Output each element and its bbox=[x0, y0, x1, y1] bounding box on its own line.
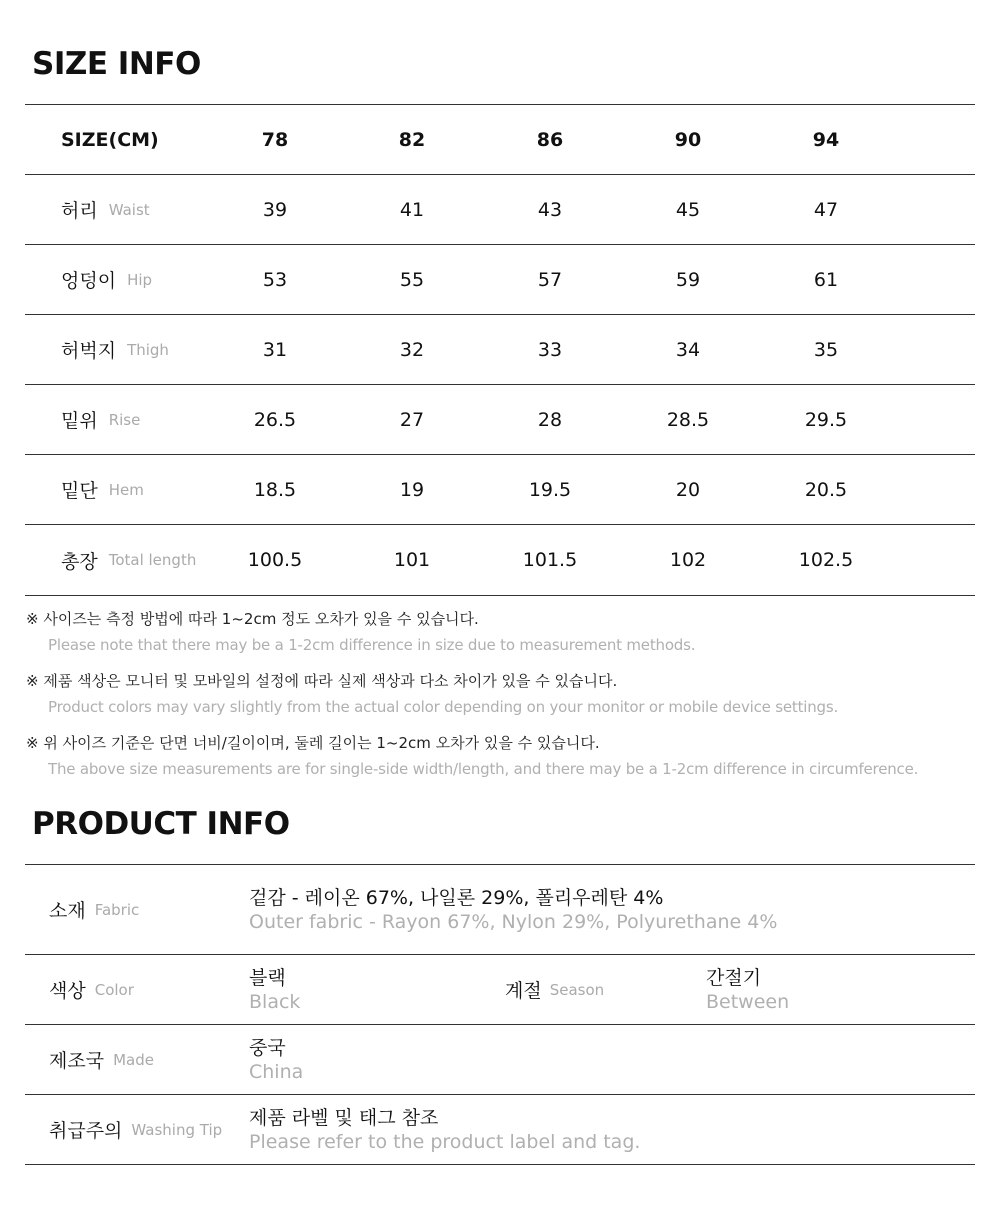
size-header-row bbox=[25, 105, 975, 175]
color-label-ko: 색상 bbox=[49, 980, 86, 1002]
row-label-ko: 밑위 bbox=[61, 410, 98, 432]
size-header-cell: 94 bbox=[812, 128, 840, 151]
fabric-value-ko: 겉감 - 레이온 67%, 나일론 29%, 폴리우레탄 4% bbox=[249, 886, 664, 909]
note-en: Product colors may vary slightly from the actual color depending on your monitor or mobile device settings. bbox=[48, 698, 839, 716]
size-info-title: SIZE INFO bbox=[32, 46, 201, 82]
size-cell: 59 bbox=[675, 268, 701, 291]
note-item bbox=[26, 730, 986, 782]
size-cell: 34 bbox=[675, 338, 701, 361]
size-cell: 28.5 bbox=[666, 408, 710, 431]
color-label-en: Color bbox=[94, 980, 134, 999]
size-cell: 32 bbox=[399, 338, 425, 361]
size-cell: 47 bbox=[813, 198, 839, 221]
washing-value-ko: 제품 라벨 및 태그 참조 bbox=[249, 1106, 439, 1129]
made-value-ko: 중국 bbox=[249, 1036, 286, 1059]
size-cell: 101.5 bbox=[522, 549, 578, 571]
row-label-en: Total length bbox=[108, 551, 197, 569]
size-cell: 26.5 bbox=[253, 408, 297, 431]
size-cell: 29.5 bbox=[804, 408, 848, 431]
row-label-ko: 허벅지 bbox=[61, 340, 117, 362]
color-value-ko: 블랙 bbox=[249, 966, 286, 989]
size-row-rise bbox=[25, 385, 975, 455]
note-item bbox=[26, 668, 986, 720]
season-label-ko: 계절 bbox=[505, 980, 542, 1002]
size-header-cell: 82 bbox=[398, 128, 426, 151]
note-ko: ※ 제품 색상은 모니터 및 모바일의 설정에 따라 실제 색상과 다소 차이가 있을 수 있습니다. bbox=[26, 672, 618, 690]
color-value-en: Black bbox=[249, 990, 301, 1013]
note-item bbox=[26, 606, 986, 658]
size-cell: 102.5 bbox=[798, 549, 854, 571]
row-label-en: Waist bbox=[108, 200, 150, 219]
size-cell: 19.5 bbox=[528, 478, 572, 501]
fabric-label-en: Fabric bbox=[94, 900, 140, 919]
product-row-washing bbox=[25, 1095, 975, 1165]
made-label-en: Made bbox=[113, 1050, 154, 1069]
size-header-cell: 78 bbox=[261, 128, 289, 151]
row-label-ko: 허리 bbox=[61, 200, 98, 222]
season-value-ko: 간절기 bbox=[706, 966, 762, 989]
row-label-en: Thigh bbox=[127, 340, 169, 359]
size-cell: 55 bbox=[399, 268, 425, 291]
size-cell: 61 bbox=[813, 268, 839, 291]
season-label-en: Season bbox=[549, 980, 605, 999]
washing-label-en: Washing Tip bbox=[131, 1120, 223, 1139]
made-label-ko: 제조국 bbox=[49, 1050, 105, 1072]
note-ko: ※ 위 사이즈 기준은 단면 너비/길이이며, 둘레 길이는 1~2cm 오차가 있을 수 있습니다. bbox=[26, 734, 600, 752]
row-label-ko: 엉덩이 bbox=[61, 270, 117, 292]
size-cell: 19 bbox=[399, 478, 425, 501]
row-label-ko: 총장 bbox=[61, 550, 98, 573]
fabric-label-ko: 소재 bbox=[49, 900, 86, 922]
size-cell: 31 bbox=[262, 338, 288, 361]
size-cell: 45 bbox=[675, 198, 701, 221]
season-value-en: Between bbox=[706, 990, 790, 1013]
product-info-title: PRODUCT INFO bbox=[32, 806, 290, 842]
size-row-hem bbox=[25, 455, 975, 525]
size-cell: 28 bbox=[537, 408, 563, 431]
size-cell: 33 bbox=[537, 338, 563, 361]
made-value-en: China bbox=[249, 1060, 304, 1083]
size-cell: 27 bbox=[399, 408, 425, 431]
product-table bbox=[25, 865, 975, 1165]
size-row-total-length bbox=[25, 525, 975, 596]
size-table bbox=[25, 105, 975, 596]
size-row-waist bbox=[25, 175, 975, 245]
row-label-en: Hip bbox=[127, 270, 153, 289]
size-cell: 39 bbox=[262, 198, 288, 221]
size-header-cell: 86 bbox=[536, 128, 564, 151]
product-row-made bbox=[25, 1025, 975, 1095]
size-cell: 53 bbox=[262, 268, 288, 291]
size-cell: 102 bbox=[669, 549, 707, 571]
size-cell: 100.5 bbox=[247, 549, 303, 571]
size-cell: 101 bbox=[393, 549, 431, 571]
row-label-en: Rise bbox=[108, 410, 141, 429]
row-label-ko: 밑단 bbox=[61, 480, 98, 502]
size-header-label: SIZE(CM) bbox=[61, 128, 159, 151]
size-header-cell: 90 bbox=[674, 128, 702, 151]
product-row-color-season bbox=[25, 955, 975, 1025]
note-ko: ※ 사이즈는 측정 방법에 따라 1~2cm 정도 오차가 있을 수 있습니다. bbox=[26, 610, 479, 628]
size-notes bbox=[26, 606, 986, 792]
size-cell: 20 bbox=[675, 478, 701, 501]
washing-label-ko: 취급주의 bbox=[49, 1120, 123, 1142]
product-row-fabric bbox=[25, 865, 975, 955]
note-en: Please note that there may be a 1-2cm difference in size due to measurement methods. bbox=[48, 636, 696, 654]
size-row-thigh bbox=[25, 315, 975, 385]
size-cell: 20.5 bbox=[804, 478, 848, 501]
washing-value-en: Please refer to the product label and tag. bbox=[249, 1130, 641, 1153]
size-cell: 18.5 bbox=[253, 478, 297, 501]
note-en: The above size measurements are for single-side width/length, and there may be a 1-2cm difference in circumference. bbox=[48, 760, 919, 778]
size-cell: 41 bbox=[399, 198, 425, 221]
size-cell: 43 bbox=[537, 198, 563, 221]
fabric-value-en: Outer fabric - Rayon 67%, Nylon 29%, Polyurethane 4% bbox=[249, 910, 778, 933]
size-cell: 57 bbox=[537, 268, 563, 291]
row-label-en: Hem bbox=[108, 480, 144, 499]
size-cell: 35 bbox=[813, 338, 839, 361]
size-row-hip bbox=[25, 245, 975, 315]
